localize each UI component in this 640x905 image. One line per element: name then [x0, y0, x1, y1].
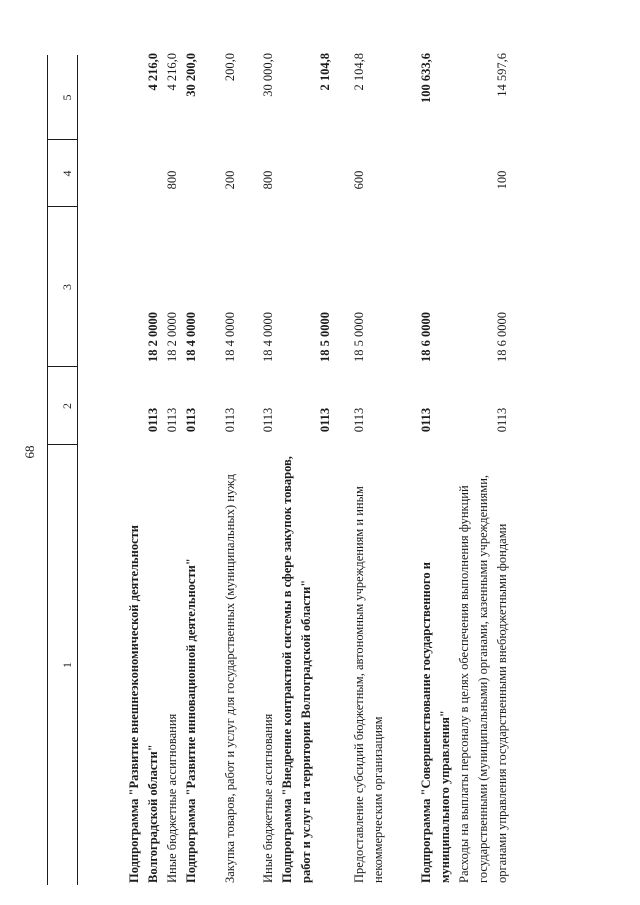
row-target: 18 6 0000 — [419, 312, 433, 362]
row-section: 0113 — [184, 407, 198, 433]
row-section: 0113 — [146, 407, 160, 433]
row-amount: 30 000,0 — [261, 53, 275, 97]
row-target: 18 5 0000 — [318, 312, 332, 362]
col-header-3: 3 — [60, 284, 74, 290]
row-target: 18 4 0000 — [223, 312, 237, 362]
row-name: Подпрограмма "Внедрение контрактной системы в сфере закупок товаров, работ и услуг на территории Волгоградской области" — [280, 456, 313, 883]
row-amount: 4 216,0 — [165, 53, 179, 91]
row-name: Подпрограмма "Развитие внешнеэкономической деятельности Волгоградской области" — [127, 525, 160, 883]
row-type: 100 — [495, 170, 509, 190]
col-header-2: 2 — [60, 403, 74, 409]
row-section: 0113 — [352, 407, 366, 433]
row-name: Закупка товаров, работ и услуг для государственных (муниципальных) нужд — [223, 473, 237, 883]
col-header-1: 1 — [60, 662, 74, 668]
row-target: 18 5 0000 — [352, 312, 366, 362]
row-type: 800 — [261, 170, 275, 190]
row-amount: 100 633,6 — [419, 53, 433, 103]
row-type: 600 — [352, 170, 366, 190]
row-amount: 4 216,0 — [146, 53, 160, 91]
row-target: 18 2 0000 — [146, 312, 160, 362]
row-target: 18 4 0000 — [261, 312, 275, 362]
row-amount: 2 104,8 — [318, 53, 332, 91]
page-number: 68 — [22, 445, 37, 459]
row-section: 0113 — [318, 407, 332, 433]
row-amount: 200,0 — [223, 53, 237, 82]
col-header-5: 5 — [60, 94, 74, 101]
row-name: Подпрограмма "Развитие инновационной деятельности" — [184, 558, 198, 883]
row-type: 200 — [223, 170, 237, 190]
row-section: 0113 — [165, 407, 179, 433]
row-name: Расходы на выплаты персоналу в целях обеспечения выполнения функций государственными (муниципальными) органами, казенными учреждениями, органами управления государственными внебюджетными фондами — [457, 474, 509, 883]
row-amount: 2 104,8 — [352, 53, 366, 91]
row-amount: 14 597,6 — [495, 53, 509, 97]
row-name: Подпрограмма "Совершенствование государственного и муниципального управления" — [419, 562, 452, 883]
row-name: Предоставление субсидий бюджетным, автономным учреждениям и иным некоммерческим организациям — [352, 486, 385, 883]
col-header-4: 4 — [60, 170, 74, 177]
row-amount: 30 200,0 — [184, 53, 198, 97]
row-target: 18 6 0000 — [495, 312, 509, 362]
header-bottom-border — [77, 55, 78, 885]
row-type: 800 — [165, 170, 179, 190]
row-section: 0113 — [419, 407, 433, 433]
row-section: 0113 — [223, 407, 237, 433]
row-target: 18 4 0000 — [184, 312, 198, 362]
row-section: 0113 — [495, 407, 509, 433]
row-section: 0113 — [261, 407, 275, 433]
row-name: Иные бюджетные ассигнования — [261, 713, 275, 883]
table-top-border — [47, 55, 48, 885]
row-name: Иные бюджетные ассигнования — [165, 713, 179, 883]
row-target: 18 2 0000 — [165, 312, 179, 362]
